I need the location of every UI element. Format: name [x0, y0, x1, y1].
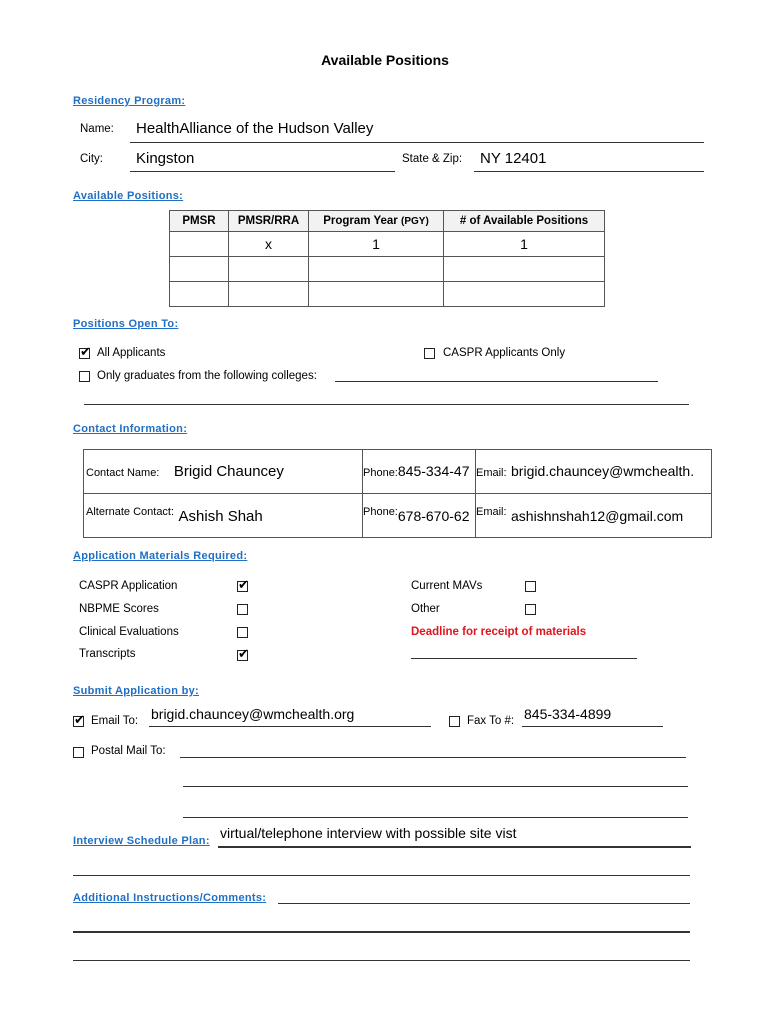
table-cell[interactable] — [170, 257, 229, 282]
nbpme-scores-checkbox[interactable] — [237, 604, 248, 615]
col-pmsr: PMSR — [170, 211, 229, 232]
positions-table — [169, 210, 605, 307]
table-cell[interactable] — [444, 257, 605, 282]
table-cell[interactable]: 1 — [444, 232, 605, 257]
name-label: Name: — [80, 123, 114, 135]
table-cell[interactable] — [229, 257, 309, 282]
residency-heading: Residency Program: — [73, 95, 186, 107]
table-row — [170, 232, 605, 257]
comments-line-2[interactable] — [73, 931, 690, 933]
email-to-label: Email To: — [91, 715, 139, 727]
table-cell[interactable]: x — [229, 232, 309, 257]
interview-value[interactable]: virtual/telephone interview with possible site vist — [220, 825, 517, 841]
nbpme-scores-label: NBPME Scores — [79, 603, 159, 615]
col-program-year — [309, 211, 444, 232]
contact-name-value[interactable]: Brigid Chauncey — [173, 462, 284, 480]
transcripts-checkbox[interactable] — [237, 650, 248, 661]
page-title: Available Positions — [321, 52, 449, 68]
interview-line — [218, 846, 691, 848]
contact-email-value[interactable]: brigid.chauncey@wmchealth. — [511, 462, 695, 479]
alt-name-cell[interactable] — [84, 494, 363, 538]
fax-checkbox[interactable] — [449, 716, 460, 727]
city-label: City: — [80, 153, 103, 165]
postal-line-1[interactable] — [180, 757, 686, 758]
alt-contact-label: Alternate Contact: — [86, 505, 175, 518]
all-applicants-label: All Applicants — [97, 347, 166, 359]
caspr-application-label: CASPR Application — [79, 580, 178, 592]
table-cell[interactable] — [309, 282, 444, 307]
alt-phone-value[interactable]: 678-670-62 — [397, 507, 470, 524]
email-to-checkbox[interactable] — [73, 716, 84, 727]
other-label: Other — [411, 603, 440, 615]
alt-email-cell[interactable] — [476, 494, 712, 538]
graduates-label: Only graduates from the following colleges: — [97, 370, 317, 382]
all-applicants-checkbox[interactable] — [79, 348, 90, 359]
contact-heading: Contact Information: — [73, 423, 188, 435]
name-underline — [130, 142, 704, 143]
fax-label: Fax To #: — [467, 715, 515, 727]
other-checkbox[interactable] — [525, 604, 536, 615]
table-row — [170, 282, 605, 307]
postal-mail-checkbox[interactable] — [73, 747, 84, 758]
program-name-value[interactable]: HealthAlliance of the Hudson Valley — [136, 120, 374, 137]
submit-heading: Submit Application by: — [73, 685, 199, 697]
contact-phone-value[interactable]: 845-334-47 — [397, 462, 470, 479]
colleges-line-2[interactable] — [84, 404, 689, 405]
email-to-line — [149, 726, 431, 727]
graduates-checkbox[interactable] — [79, 371, 90, 382]
clinical-evaluations-checkbox[interactable] — [237, 627, 248, 638]
alt-phone-label: Phone: — [363, 505, 398, 518]
contact-table — [83, 449, 712, 538]
postal-mail-label: Postal Mail To: — [91, 745, 166, 757]
available-positions-heading: Available Positions: — [73, 190, 184, 202]
current-mavs-checkbox[interactable] — [525, 581, 536, 592]
clinical-evaluations-label: Clinical Evaluations — [79, 626, 179, 638]
comments-line-1[interactable] — [278, 903, 690, 904]
fax-line — [522, 726, 663, 727]
table-cell[interactable] — [444, 282, 605, 307]
city-underline — [130, 171, 395, 172]
transcripts-label: Transcripts — [79, 648, 136, 660]
postal-line-2[interactable] — [183, 786, 688, 787]
contact-phone-label: Phone: — [363, 466, 398, 479]
table-cell[interactable]: 1 — [309, 232, 444, 257]
col-available-positions: # of Available Positions — [444, 211, 605, 232]
interview-heading: Interview Schedule Plan: — [73, 835, 210, 847]
table-cell[interactable] — [309, 257, 444, 282]
alt-email-label: Email: — [476, 505, 507, 518]
colleges-line[interactable] — [335, 381, 658, 382]
contact-email-label: Email: — [476, 466, 507, 479]
table-row — [170, 257, 605, 282]
state-zip-underline — [474, 171, 704, 172]
caspr-only-label: CASPR Applicants Only — [443, 347, 566, 359]
materials-heading: Application Materials Required: — [73, 550, 248, 562]
contact-phone-cell[interactable] — [363, 450, 476, 494]
contact-name-label: Contact Name: — [86, 466, 160, 479]
state-zip-label: State & Zip: — [402, 153, 463, 165]
col-pmsr-rra: PMSR/RRA — [229, 211, 309, 232]
table-header-row — [170, 211, 605, 232]
alternate-contact-row — [84, 494, 712, 538]
alt-phone-cell[interactable] — [363, 494, 476, 538]
contact-name-cell[interactable] — [84, 450, 363, 494]
caspr-only-checkbox[interactable] — [424, 348, 435, 359]
col-pgy-text: (PGY) — [401, 216, 429, 227]
city-value[interactable]: Kingston — [136, 150, 195, 167]
open-to-heading: Positions Open To: — [73, 318, 179, 330]
col-program-year-text: Program Year — [323, 215, 398, 227]
deadline-label: Deadline for receipt of materials — [411, 626, 587, 638]
table-cell[interactable] — [229, 282, 309, 307]
state-zip-value[interactable]: NY 12401 — [480, 150, 547, 167]
alt-contact-value[interactable]: Ashish Shah — [178, 507, 263, 525]
contact-row — [84, 450, 712, 494]
comments-line-3[interactable] — [73, 960, 690, 961]
table-cell[interactable] — [170, 232, 229, 257]
comments-heading: Additional Instructions/Comments: — [73, 892, 267, 904]
postal-line-3[interactable] — [183, 817, 688, 818]
email-to-value[interactable]: brigid.chauncey@wmchealth.org — [151, 706, 355, 722]
caspr-application-checkbox[interactable] — [237, 581, 248, 592]
interview-line-2[interactable] — [73, 875, 690, 876]
table-cell[interactable] — [170, 282, 229, 307]
contact-email-cell[interactable] — [476, 450, 712, 494]
deadline-line[interactable] — [411, 658, 637, 659]
alt-email-value[interactable]: ashishnshah12@gmail.com — [511, 507, 684, 524]
fax-value[interactable]: 845-334-4899 — [524, 706, 612, 722]
current-mavs-label: Current MAVs — [411, 580, 483, 592]
